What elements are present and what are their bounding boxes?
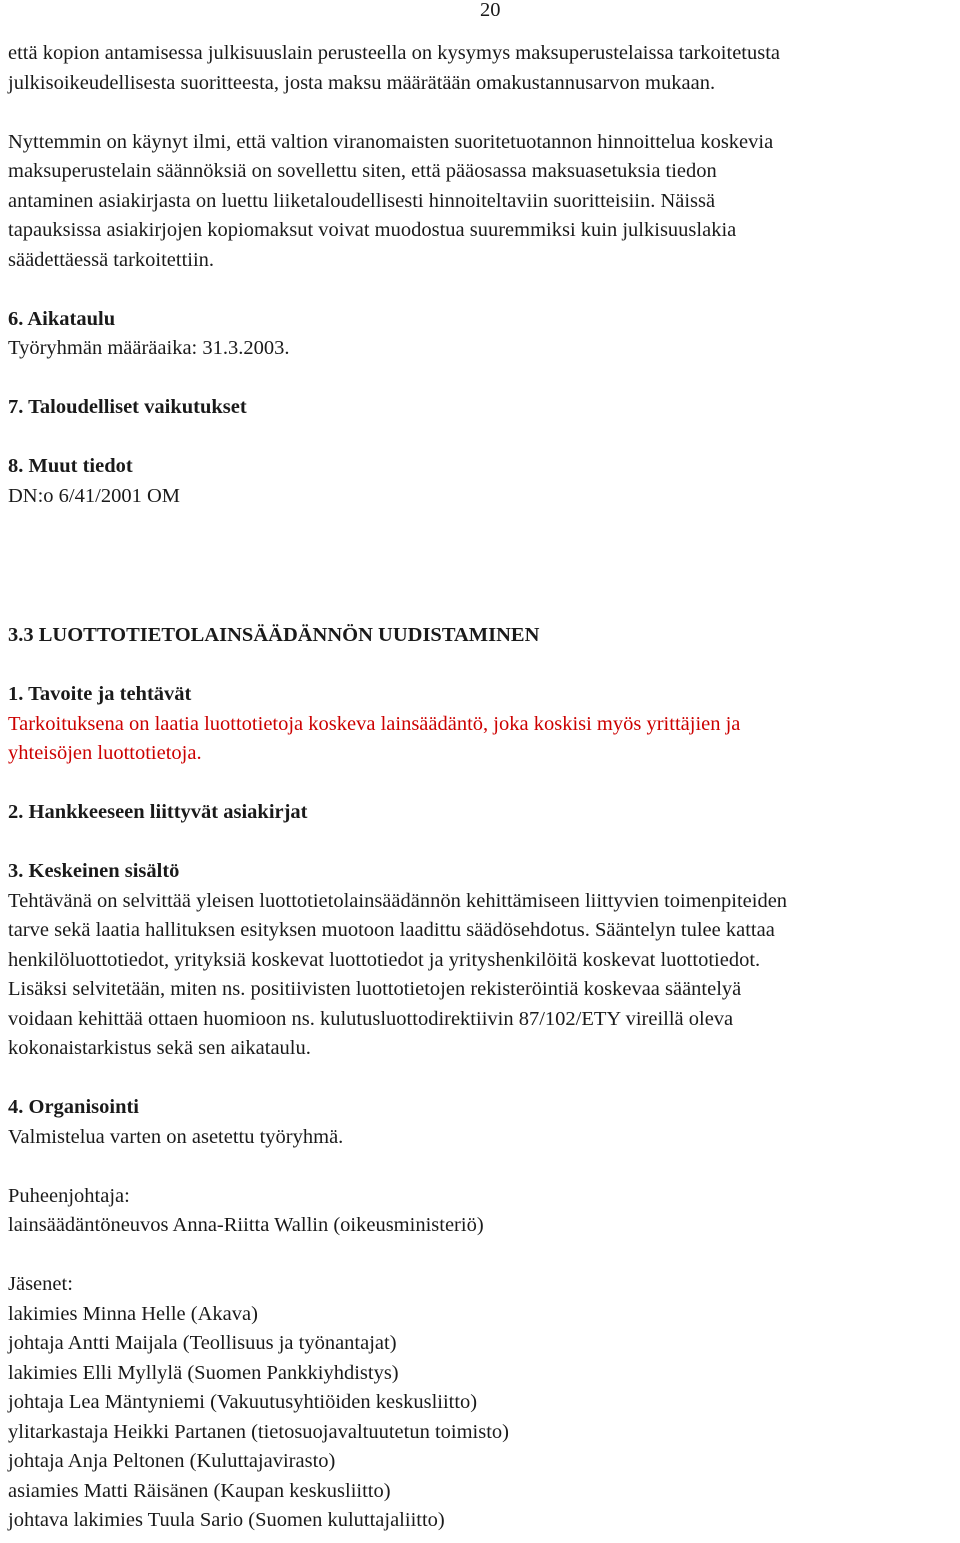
text-line: henkilöluottotiedot, yrityksiä koskevat luottotiedot ja yrityshenkilöitä koskevat luottotiedot.: [8, 948, 761, 971]
section-heading: 3. Keskeinen sisältö: [8, 860, 180, 882]
section-text: Valmistelua varten on asetettu työryhmä.: [8, 1125, 344, 1148]
section-8: [8, 452, 958, 511]
section-heading: 1. Tavoite ja tehtävät: [8, 683, 192, 705]
section-heading: 8. Muut tiedot: [8, 455, 133, 477]
section-heading: 4. Organisointi: [8, 1096, 139, 1118]
intro-paragraph-1: [8, 39, 958, 98]
section-7: [8, 393, 958, 423]
section-heading: 7. Taloudelliset vaikutukset: [8, 396, 247, 418]
text-line: maksuperustelain säännöksiä on sovellettu siten, että pääosassa maksuasetuksia tiedon: [8, 160, 717, 182]
text-line: Lisäksi selvitetään, miten ns. positiivisten luottotietojen rekisteröintiä koskevaa sääntelyä: [8, 978, 742, 1000]
highlighted-text-line: yhteisöjen luottotietoja.: [8, 742, 202, 764]
chair-label: Puheenjohtaja:: [8, 1184, 130, 1207]
text-line: että kopion antamisessa julkisuuslain perusteella on kysymys maksuperustelaissa tarkoitetusta: [8, 42, 781, 64]
section-gap: [8, 511, 958, 621]
text-line: julkisoikeudellisesta suoritteesta, josta maksu määrätään omakustannusarvon mukaan.: [8, 71, 716, 94]
document-body: [8, 39, 958, 1536]
highlighted-text-line: Tarkoituksena on laatia luottotietoja koskeva lainsäädäntö, joka koskisi myös yrittäjien ja: [8, 712, 741, 735]
section-6: [8, 305, 958, 364]
text-line: voidaan kehittää ottaen huomioon ns. kulutusluottodirektiivin 87/102/ETY vireillä oleva: [8, 1007, 734, 1030]
chair-block: [8, 1182, 958, 1241]
member-item: lakimies Elli Myllylä (Suomen Pankkiyhdistys): [8, 1361, 399, 1384]
member-item: johtaja Antti Maijala (Teollisuus ja työnantajat): [8, 1332, 397, 1354]
text-line: tapauksissa asiakirjojen kopiomaksut voivat muodostua suuremmiksi kuin julkisuuslakia: [8, 219, 737, 241]
member-item: asiamies Matti Räisänen (Kaupan keskusliitto): [8, 1479, 391, 1502]
member-item: johtava lakimies Tuula Sario (Suomen kuluttajaliitto): [8, 1509, 445, 1531]
page-number: 20: [480, 0, 501, 21]
chair-name: lainsäädäntöneuvos Anna-Riitta Wallin (oikeusministeriö): [8, 1214, 484, 1236]
member-item: lakimies Minna Helle (Akava): [8, 1302, 258, 1325]
member-item: johtaja Lea Mäntyniemi (Vakuutusyhtiöiden keskusliitto): [8, 1391, 478, 1413]
text-line: antaminen asiakirjasta on luettu liiketaloudellisesti hinnoiteltaviin suoritteisiin. Näissä: [8, 189, 716, 212]
text-line: tarve sekä laatia hallituksen esityksen muotoon laadittu säädösehdotus. Sääntelyn tulee kattaa: [8, 919, 775, 941]
text-line: säädettäessä tarkoitettiin.: [8, 248, 215, 271]
text-line: kokonaistarkistus sekä sen aikataulu.: [8, 1037, 311, 1059]
subsection-2: [8, 798, 958, 828]
members-block: [8, 1270, 958, 1536]
subsection-3: [8, 857, 958, 1064]
text-line: Nyttemmin on käynyt ilmi, että valtion viranomaisten suoritetuotannon hinnoittelua koskevia: [8, 130, 774, 153]
section-text: DN:o 6/41/2001 OM: [8, 484, 180, 507]
subsection-1: [8, 680, 958, 769]
section-text: Työryhmän määräaika: 31.3.2003.: [8, 337, 290, 359]
main-section-heading: 3.3 LUOTTOTIETOLAINSÄÄDÄNNÖN UUDISTAMINEN: [8, 624, 540, 646]
member-item: ylitarkastaja Heikki Partanen (tietosuojavaltuutetun toimisto): [8, 1420, 509, 1443]
subsection-4: [8, 1093, 958, 1152]
intro-paragraph-2: [8, 128, 958, 276]
section-heading: 6. Aikataulu: [8, 307, 116, 330]
section-heading: 2. Hankkeeseen liittyvät asiakirjat: [8, 801, 308, 823]
member-item: johtaja Anja Peltonen (Kuluttajavirasto): [8, 1450, 336, 1472]
text-line: Tehtävänä on selvittää yleisen luottotietolainsäädännön kehittämiseen liittyvien toimenpiteiden: [8, 889, 788, 912]
members-label: Jäsenet:: [8, 1273, 73, 1295]
